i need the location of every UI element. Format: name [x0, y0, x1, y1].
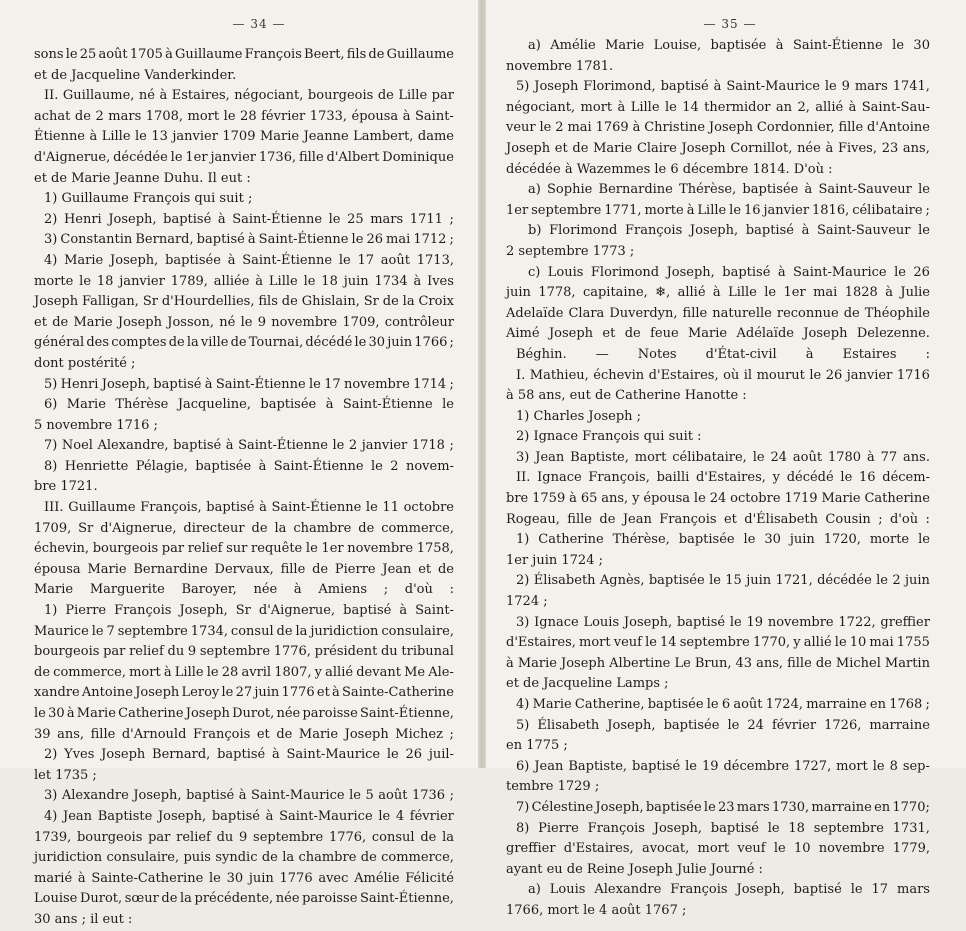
text-line: II. Guillaume, né à Estaires, négociant, bourgeois de Lille par — [44, 88, 454, 104]
text-line: 1766, mort le 4 août 1767 ; — [506, 902, 687, 918]
text-line: 7) Noel Alexandre, baptisé à Saint-Étienne le 2 janvier 1718 ; — [44, 438, 454, 454]
text-line: 1) Catherine Thérèse, baptisée le 30 juin 1720, morte le — [516, 532, 930, 548]
text-line: greffier d'Estaires, avocat, mort veuf le 10 novembre 1779, — [506, 841, 930, 857]
text-line: 2) Ignace François qui suit : — [516, 429, 702, 445]
text-line: Aimé Joseph et de feue Marie Adélaïde Joseph Delezenne. — [506, 326, 930, 342]
text-line: bre 1759 à 65 ans, y épousa le 24 octobre 1719 Marie Catherine — [506, 491, 930, 507]
text-line: xandre Antoine Joseph Leroy le 27 juin 1776 et à Sainte-Catherine — [34, 685, 454, 701]
text-line: a) Amélie Marie Louise, baptisée à Saint-Étienne le 30 — [528, 38, 930, 53]
text-line: 1739, bourgeois par relief du 9 septembre 1776, consul de la — [34, 829, 454, 845]
page-text — [34, 45, 454, 931]
text-line: Joseph Falligan, Sr d'Hourdellies, fils de Ghislain, Sr de la Croix — [34, 294, 454, 310]
page-number: — 34 — — [232, 17, 286, 31]
text-line: 3) Constantin Bernard, baptisé à Saint-Étienne le 26 mai 1712 ; — [44, 232, 454, 248]
text-line: sons le 25 août 1705 à Guillaume François Beert, fils de Guillaume — [34, 47, 454, 62]
text-line: I. Mathieu, échevin d'Estaires, où il mourut le 26 janvier 1716 — [516, 367, 930, 383]
text-line: 39 ans, fille d'Arnould François et de Marie Joseph Michez ; — [34, 726, 454, 742]
text-line: en 1775 ; — [506, 738, 568, 754]
text-line: III. Guillaume François, baptisé à Saint-Étienne le 11 octobre — [44, 500, 454, 516]
text-line: 1er septembre 1771, morte à Lille le 16 janvier 1816, célibataire ; — [506, 202, 930, 218]
text-line: 6) Jean Baptiste, baptisé le 19 décembre 1727, mort le 8 sep- — [516, 758, 930, 774]
text-line: 2) Henri Joseph, baptisé à Saint-Étienne le 25 mars 1711 ; — [44, 211, 454, 227]
text-line: d'Aignerue, décédée le 1er janvier 1736, fille d'Albert Dominique — [34, 149, 454, 165]
text-line: Rogeau, fille de Jean François et d'Élisabeth Cousin ; d'où : — [506, 511, 930, 527]
text-line: 4) Marie Joseph, baptisée à Saint-Étienne le 17 août 1713, — [44, 252, 454, 268]
text-line: Maurice le 7 septembre 1734, consul de la juridiction consulaire, — [34, 623, 454, 639]
page-number: — 35 — — [703, 17, 757, 31]
text-line: et de Marie Jeanne Duhu. Il eut : — [34, 170, 251, 186]
text-line: let 1735 ; — [34, 767, 97, 783]
text-line: de commerce, mort à Lille le 28 avril 1807, y allié devant Me Ale- — [34, 664, 454, 680]
text-line: et de Jacqueline Lamps ; — [506, 676, 669, 692]
text-line: 3) Jean Baptiste, mort célibataire, le 24 août 1780 à 77 ans. — [516, 449, 930, 465]
text-line: 1724 ; — [506, 594, 548, 610]
text-line: le 30 à Marie Catherine Joseph Durot, née paroisse Saint-Étienne, — [34, 706, 454, 721]
text-line: 6) Marie Thérèse Jacqueline, baptisée à Saint-Étienne le — [44, 397, 454, 413]
text-line: 1er juin 1724 ; — [506, 552, 603, 568]
text-line: ayant eu de Reine Joseph Julie Journé : — [506, 861, 763, 877]
right-page — [486, 0, 966, 918]
text-line: Marie Marguerite Baroyer, née à Amiens ; d'où : — [34, 582, 454, 598]
text-line: morte le 18 janvier 1789, alliée à Lille le 18 juin 1734 à Ives — [34, 273, 454, 289]
text-line: 1) Guillaume François qui suit ; — [44, 191, 253, 207]
text-line: dont postérité ; — [34, 355, 136, 371]
text-line: novembre 1781. — [506, 58, 614, 74]
text-line: 1709, Sr d'Aignerue, directeur de la chambre de commerce, — [34, 520, 454, 536]
text-line: a) Louis Alexandre François Joseph, baptisé le 17 mars — [528, 882, 930, 898]
text-line: 1) Charles Joseph ; — [516, 408, 642, 424]
text-line: 5) Élisabeth Joseph, baptisée le 24 février 1726, marraine — [516, 717, 930, 733]
text-line: et de Jacqueline Vanderkinder. — [34, 67, 237, 83]
text-line: décédée à Wazemmes le 6 décembre 1814. D'où : — [506, 161, 833, 177]
text-line: 5) Henri Joseph, baptisé à Saint-Étienne le 17 novembre 1714 ; — [44, 376, 454, 392]
text-line: 2 septembre 1773 ; — [506, 243, 635, 259]
text-line: 3) Ignace Louis Joseph, baptisé le 19 novembre 1722, greffier — [516, 614, 930, 630]
text-line: 2) Yves Joseph Bernard, baptisé à Saint-Maurice le 26 juil- — [44, 747, 454, 763]
left-page — [0, 0, 478, 927]
text-line: général des comptes de la ville de Tournai, décédé le 30 juin 1766 ; — [34, 335, 454, 351]
text-line: 4) Jean Baptiste Joseph, baptisé à Saint-Maurice le 4 février — [44, 808, 454, 824]
text-line: 3) Alexandre Joseph, baptisé à Saint-Maurice le 5 août 1736 ; — [44, 788, 454, 804]
text-line: marié à Sainte-Catherine le 30 juin 1776 avec Amélie Félicité — [34, 870, 454, 886]
text-line: négociant, mort à Lille le 14 thermidor an 2, allié à Saint-Sau- — [506, 99, 930, 115]
text-line: 5 novembre 1716 ; — [34, 417, 158, 433]
text-line: b) Florimond François Joseph, baptisé à Saint-Sauveur le — [528, 223, 930, 239]
text-line: 7) Célestine Joseph, baptisée le 23 mars 1730, marraine en 1770; — [516, 799, 930, 815]
page-text — [506, 36, 930, 922]
text-line: 8) Henriette Pélagie, baptisée à Saint-Étienne le 2 novem- — [44, 458, 454, 474]
text-line: Étienne à Lille le 13 janvier 1709 Marie Jeanne Lambert, dame — [34, 129, 454, 145]
text-line: Joseph et de Marie Claire Joseph Cornillot, née à Fives, 23 ans, — [506, 140, 930, 156]
book-gutter — [478, 0, 486, 768]
text-line: juin 1778, capitaine, ❄, allié à Lille le 1er mai 1828 à Julie — [506, 285, 930, 301]
text-line: bourgeois par relief du 9 septembre 1776, président du tribunal — [34, 644, 454, 660]
text-line: 1) Pierre François Joseph, Sr d'Aignerue, baptisé à Saint- — [44, 603, 454, 619]
text-line: 2) Élisabeth Agnès, baptisée le 15 juin 1721, décédée le 2 juin — [516, 573, 930, 589]
text-line: échevin, bourgeois par relief sur requête le 1er novembre 1758, — [34, 541, 454, 557]
text-line: a) Sophie Bernardine Thérèse, baptisée à Saint-Sauveur le — [528, 182, 930, 198]
text-line: II. Ignace François, bailli d'Estaires, y décédé le 16 décem- — [516, 470, 930, 486]
text-line: 5) Joseph Florimond, baptisé à Saint-Maurice le 9 mars 1741, — [516, 79, 930, 95]
text-line: bre 1721. — [34, 479, 98, 495]
text-line: 30 ans ; il eut : — [34, 911, 133, 927]
text-line: d'Estaires, mort veuf le 14 septembre 1770, y allié le 10 mai 1755 — [506, 635, 930, 651]
text-line: Adelaïde Clara Duverdyn, fille naturelle reconnue de Théophile — [506, 305, 930, 321]
text-line: Béghin. — Notes d'État-civil à Estaires : — [516, 346, 930, 362]
text-line: Louise Durot, sœur de la précédente, née paroisse Saint-Étienne, — [34, 891, 454, 907]
text-line: c) Louis Florimond Joseph, baptisé à Saint-Maurice le 26 — [528, 264, 930, 280]
text-line: à 58 ans, eut de Catherine Hanotte : — [506, 388, 747, 404]
text-line: tembre 1729 ; — [506, 779, 600, 795]
text-line: veur le 2 mai 1769 à Christine Joseph Cordonnier, fille d'Antoine — [506, 120, 930, 136]
text-line: juridiction consulaire, puis syndic de la chambre de commerce, — [34, 850, 454, 866]
text-line: et de Marie Joseph Josson, né le 9 novembre 1709, contrôleur — [34, 314, 454, 330]
text-line: 8) Pierre François Joseph, baptisé le 18 septembre 1731, — [516, 820, 930, 836]
text-line: épousa Marie Bernardine Dervaux, fille de Pierre Jean et de — [34, 561, 454, 577]
text-line: à Marie Joseph Albertine Le Brun, 43 ans, fille de Michel Martin — [506, 655, 930, 671]
text-line: 4) Marie Catherine, baptisée le 6 août 1724, marraine en 1768 ; — [516, 697, 930, 712]
text-line: achat de 2 mars 1708, mort le 28 février 1733, épousa à Saint- — [34, 108, 454, 124]
